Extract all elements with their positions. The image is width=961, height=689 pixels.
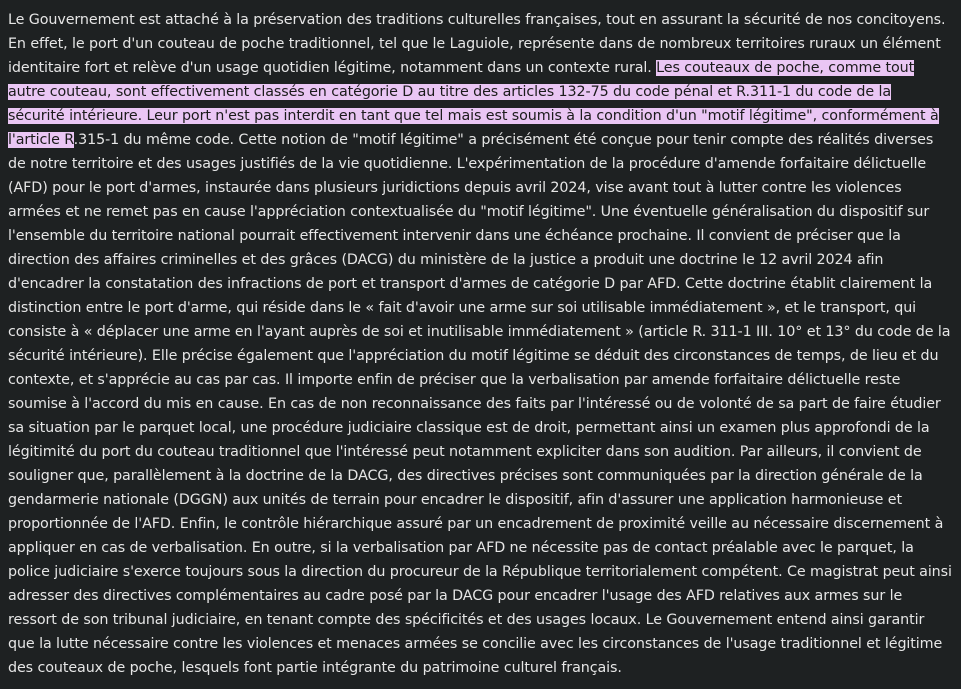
paragraph-text-after: 315-1 du même code. Cette notion de "motif légitime" a précisément été conçue pour tenir compte des réalités diverses de notre territoire et des usages justifiés de la vie quotidienne. L'expérimentation de la procédure d'amende forfaitaire délictuelle (AFD) pour le port d'armes, instaurée dans plusieurs juridictions depuis avril 2024, vise avant tout à lutter contre les violences armées et ne remet pas en cause l'appréciation contextualisée du "motif légitime". Une éventuelle généralisation du dispositif sur l'ensemble du territoire national pourrait effectivement intervenir dans une échéance prochaine. Il convient de préciser que la direction des affaires criminelles et des grâces (DACG) du ministère de la justice a produit une doctrine le 12 avril 2024 afin d'encadrer la constatation des infractions de port et transport d'armes de catégorie D par AFD. Cette doctrine établit clairement la distinction entre le port d'arme, qui réside dans le « fait d'avoir une arme sur soi utilisable immédiatement », et le transport, qui consiste à « déplacer une arme en l'ayant auprès de soi et inutilisable immédiatement » (article R. 311-1 III. 10° et 13° du code de la sécurité intérieure). Elle précise également que l'appréciation du motif légitime se déduit des circonstances de temps, de lieu et du contexte, et s'apprécie au cas par cas. Il importe enfin de préciser que la verbalisation par amende forfaitaire délictuelle reste soumise à l'accord du mis en cause. En cas de non reconnaissance des faits par l'intéressé ou de volonté de sa part de faire étudier sa situation par le parquet local, une procédure judiciaire classique est de droit, permettant ainsi un examen plus approfondi de la légitimité du port du couteau traditionnel que l'intéressé peut notamment expliciter dans son audition. Par ailleurs, il convient de souligner que, parallèlement à la doctrine de la DACG, des directives précises sont communiquées par la direction générale de la gendarmerie nationale (DGGN) aux unités de terrain pour encadrer le dispositif, afin d'assurer une application harmonieuse et proportionnée de l'AFD. Enfin, le contrôle hiérarchique assuré par un encadrement de proximité veille au nécessaire discernement à appliquer en cas de verbalisation. En outre, si la verbalisation par AFD ne nécessite pas de contact préalable avec le parquet, la police judiciaire s'exerce toujours sous la direction du procureur de la République territorialement compétent. Ce magistrat peut ainsi adresser des directives complémentaires au cadre posé par la DACG pour encadrer l'usage des AFD relatives aux armes sur le ressort de son tribunal judiciaire, en tenant compte des spécificités et des usages locaux. Le Gouvernement entend ainsi garantir que la lutte nécessaire contre les violences et menaces armées se concilie avec les circonstances de l'usage traditionnel et légitime des couteaux de poche, lesquels font partie intégrante du patrimoine culturel français.: [8, 132, 952, 676]
selection-cursor-char: .: [73, 132, 79, 148]
paragraph-text-before: Le Gouvernement est attaché à la préservation des traditions culturelles françaises, tout en assurant la sécurité de nos concitoyens. En effet, le port d'un couteau de poche traditionnel, tel que le Laguiole, représente dans de nombreux territoires ruraux un élément identitaire fort et relève d'un usage quotidien légitime, notamment dans un contexte rural.: [8, 12, 946, 76]
text-selection-highlight[interactable]: Les couteaux de poche, comme tout autre couteau, sont effectivement classés en catégorie D au titre des articles 132-75 du code pénal et R.311-1 du code de la sécurité intérieure. Leur port n'est pas interdit en tant que tel mais est soumis à la condition d'un "motif légitime", conformément à l'article R: [8, 60, 939, 148]
document-paragraph: [8, 8, 952, 680]
